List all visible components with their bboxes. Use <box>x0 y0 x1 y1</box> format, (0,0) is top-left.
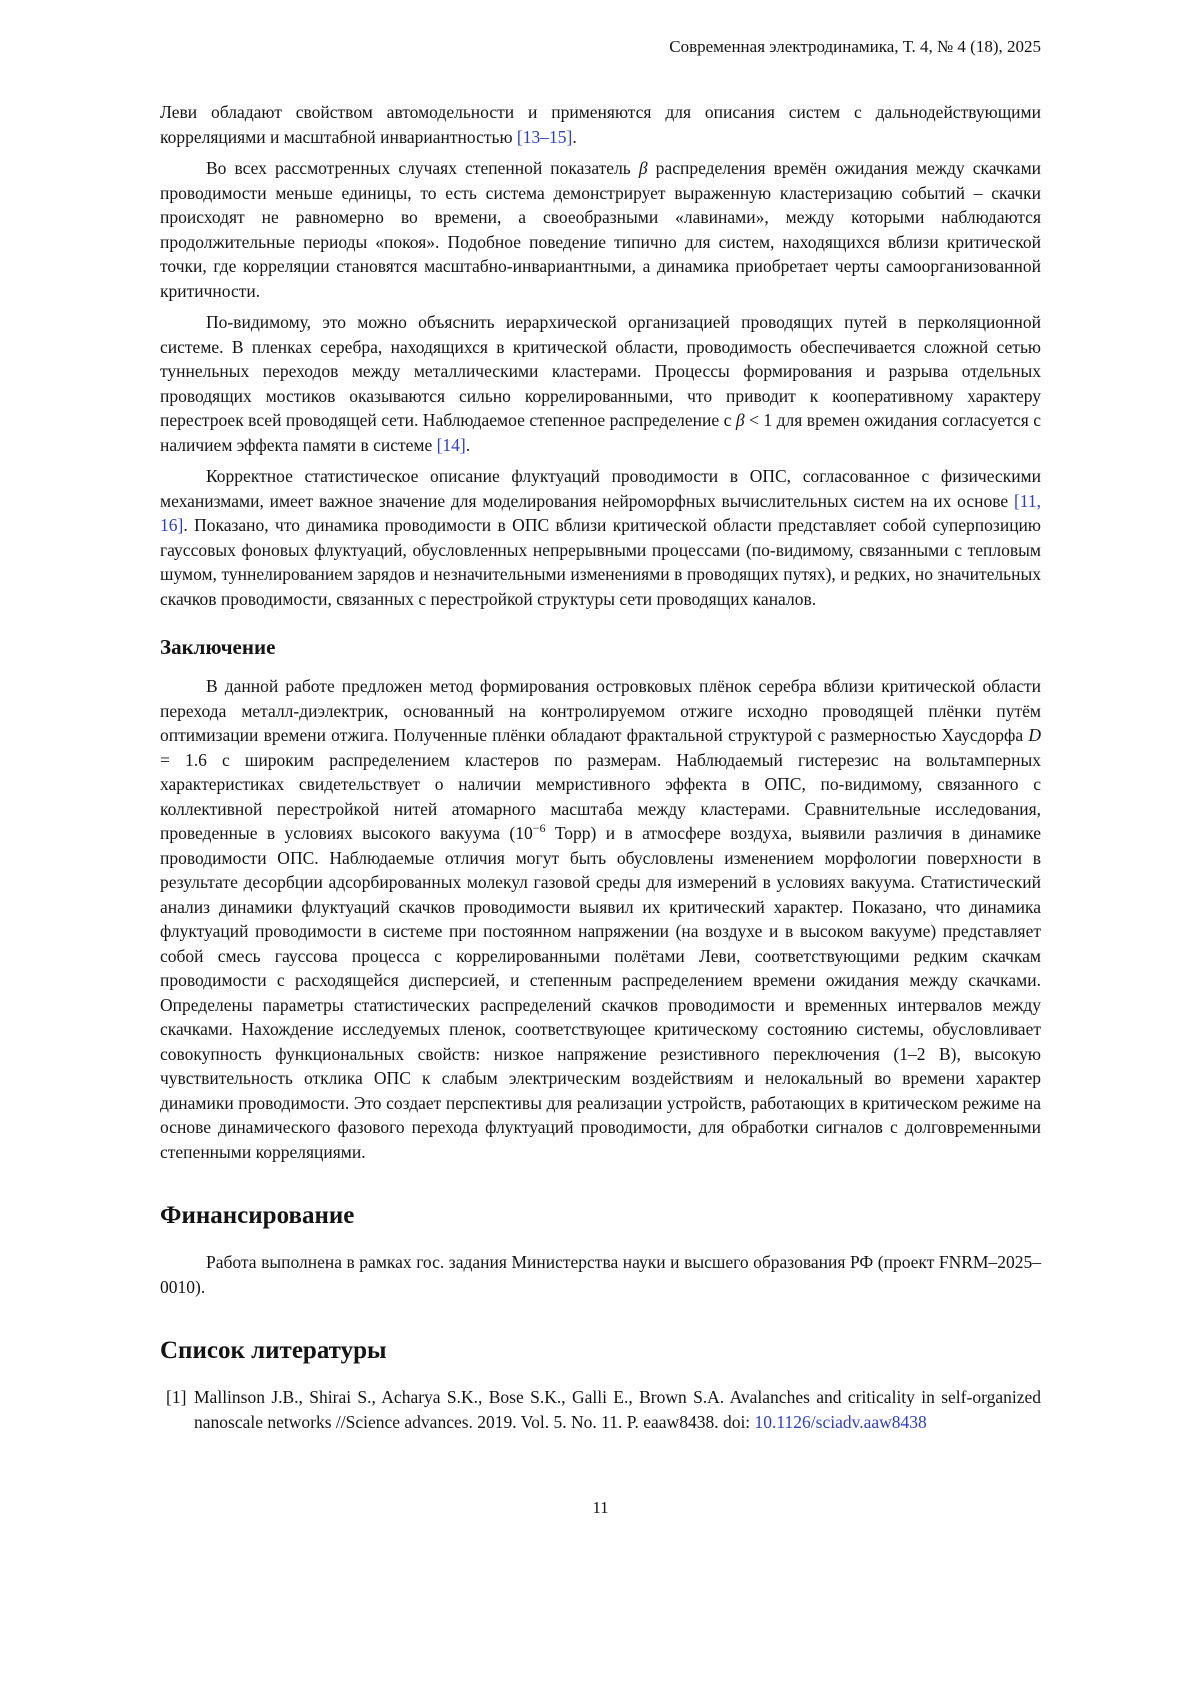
paragraph-text: = 1.6 с широким распределением кластеров по размерам. Наблюдаемый гистерезис на вольтамперных характеристиках свидетельствует о наличии мемристивного эффекта в ОПС, по-видимому, связанного с коллективной перестройкой нитей атомарного масштаба между кластерами. Сравнительные исследования, проведенные в условиях высокого вакуума (10 <box>160 749 1041 843</box>
paragraph-text: . <box>572 126 577 147</box>
paragraph-percolation <box>160 310 1041 457</box>
reference-list <box>160 1385 1041 1434</box>
section-heading-funding: Финансирование <box>160 1202 355 1229</box>
journal-header <box>160 36 1041 58</box>
paragraph-levy-flights <box>160 100 1041 149</box>
reference-text-main: Mallinson J.B., Shirai S., Acharya S.K., Bose S.K., Galli E., Brown S.A. Avalanches and criticality in self-organized nanoscale networks //Science advances. 2019. Vol. 5. No. 11. P. eaaw8438. doi: <box>194 1387 1041 1432</box>
paragraph-text: . <box>465 434 471 455</box>
paragraph-text: Леви обладают свойством автомодельности и применяются для описания систем с дальнодействующими корреляциями и масштабной инвариантностью <box>160 102 1041 147</box>
journal-title-line: Современная электродинамика, Т. 4, № 4 (18), 2025 <box>669 37 1041 56</box>
paragraph-text: По-видимому, это можно объяснить иерархической организацией проводящих путей в перколяционной системе. В пленках серебра, находящихся в критической области, проводимость обеспечивается сложной сетью туннельных переходов между металлическими кластерами. Процессы формирования и разрыва отдельных проводящих мостиков оказываются сильно коррелированными, что приводит к кооперативному характеру перестроек всей проводящей сети. Наблюдаемое степенное распределение с <box>160 312 1041 430</box>
reference-number: [1] <box>166 1387 187 1407</box>
paragraph-text: Корректное статистическое описание флуктуаций проводимости в ОПС, согласованное с физическими механизмами, имеет важное значение для моделирования нейроморфных вычислительных систем на их основе <box>160 466 1041 511</box>
paragraph-beta-exponent <box>160 156 1041 303</box>
reference-item <box>160 1385 1041 1434</box>
paragraph-text: . Показано, что динамика проводимости в ОПС вблизи критической области представляет собой суперпозицию гауссовых фоновых флуктуаций, обусловленных непрерывными процессами (по-видимому, связанными с тепловым шумом, туннелированием зарядов и незначительными изменениями в проводящих путях), и редких, но значительных скачков проводимости, связанных с перестройкой структуры сети проводящих каналов. <box>160 515 1041 609</box>
paragraph-text: < 1 для времен ожидания согласуется с наличием эффекта памяти в системе <box>160 410 1042 455</box>
citation-link-11-16[interactable]: [11, 16] <box>160 490 1041 535</box>
paragraph-text: распределения времён ожидания между скачками проводимости меньше единицы, то есть система демонстрирует выраженную кластеризацию событий – скачки происходят не равномерно во времени, а своеобразными «лавинами», между которыми наблюдаются продолжительные периоды «покоя». Подобное поведение типично для систем, находящихся вблизи критической точки, где корреляции становятся масштабно-инвариантными, а динамика приобретает черты самоорганизованной критичности. <box>160 158 1042 301</box>
paragraph-text: Во всех рассмотренных случаях степенной показатель <box>206 158 639 178</box>
citation-link-13-15[interactable]: [13–15] <box>516 126 573 147</box>
math-hausdorff-d: D <box>1028 725 1041 745</box>
paragraph-text: В данной работе предложен метод формирования островковых плёнок серебра вблизи критической области перехода металл-диэлектрик, основанный на контролируемом отжиге исходно проводящей плёнки путём оптимизации времени отжига. Полученные плёнки обладают фрактальной структурой с размерностью Хаусдорфа <box>160 676 1041 745</box>
paragraph-statistical-description <box>160 464 1041 611</box>
math-beta: β <box>638 158 648 178</box>
paragraph-funding: Работа выполнена в рамках гос. задания Министерства науки и высшего образования РФ (проект FNRM–2025–0010). <box>160 1252 1041 1297</box>
page-number: 11 <box>592 1498 609 1517</box>
reference-text <box>194 1385 1041 1434</box>
page-body <box>160 100 1041 1434</box>
citation-link-14[interactable]: [14] <box>436 434 466 455</box>
math-superscript-minus-6: −6 <box>532 821 546 836</box>
paragraph-text: Торр) и в атмосфере воздуха, выявили различия в динамике проводимости ОПС. Наблюдаемые отличия могут быть обусловлены изменением морфологии поверхности в результате десорбции адсорбированных молекул газовой среды для измерений в условиях вакуума. Статистический анализ динамики флуктуаций скачков проводимости выявил их критический характер. Показано, что динамика флуктуаций проводимости в системе при постоянном напряжении (на воздухе и в высоком вакууме) представляет собой смесь гауссова процесса с коррелированными полётами Леви, соответствующими редким скачкам проводимости с расходящейся дисперсией, и степенным распределением времени ожидания между скачками. Определены параметры статистических распределений скачков проводимости и временных интервалов между скачками. Нахождение исследуемых пленок, соответствующее критическому состоянию системы, обусловливает совокупность функциональных свойств: низкое напряжение резистивного переключения (1–2 В), высокую чувствительность отклика ОПС к слабым электрическим воздействиям и нелокальный во времени характер динамики проводимости. Это создает перспективы для реализации устройств, работающих в критическом режиме на основе динамического фазового перехода флуктуаций проводимости, для обработки сигналов с долговременными степенными корреляциями. <box>160 823 1041 1162</box>
math-beta: β <box>735 410 745 430</box>
section-heading-references: Список литературы <box>160 1337 387 1364</box>
section-heading-conclusion: Заключение <box>160 635 276 659</box>
page-footer <box>160 1498 1041 1518</box>
paragraph-conclusion <box>160 674 1041 1164</box>
doi-link[interactable]: 10.1126/sciadv.aaw8438 <box>754 1411 927 1432</box>
